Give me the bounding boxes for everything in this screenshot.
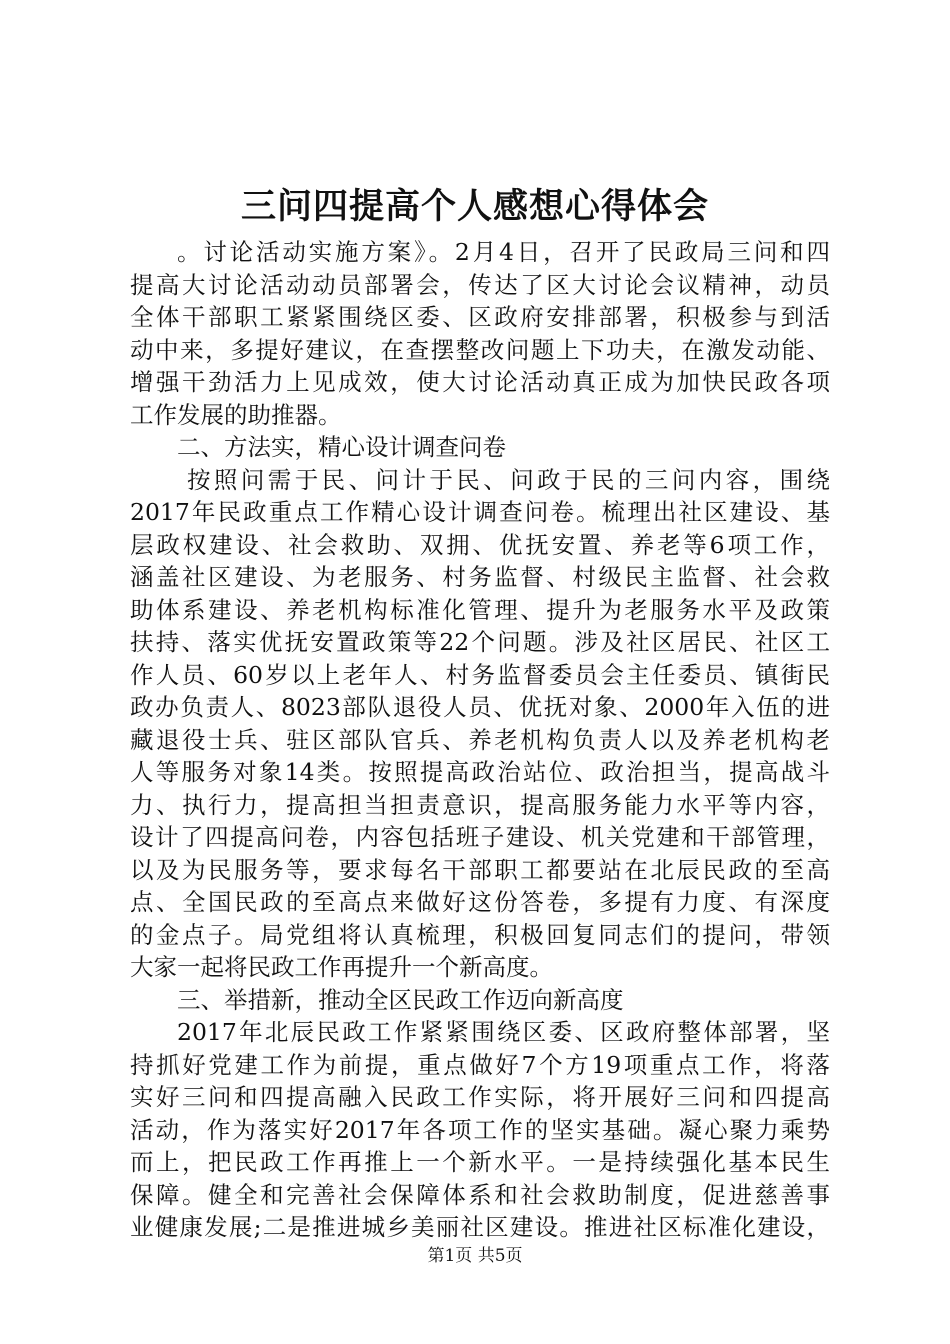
- body-line: 大家一起将民政工作再提升一个新高度。: [130, 953, 553, 981]
- body-line: 持抓好党建工作为前提，重点做好7个方19项重点工作，将落: [130, 1050, 830, 1079]
- body-line: 政办负责人、8023部队退役人员、优抚对象、2000年入伍的进: [130, 693, 830, 721]
- body-line: 以及为民服务等，要求每名干部职工都要站在北辰民政的至高: [130, 855, 830, 884]
- body-line: 扶持、落实优抚安置政策等22个问题。涉及社区居民、社区工: [130, 628, 830, 656]
- body-line: 助体系建设、养老机构标准化管理、提升为老服务水平及政策: [130, 595, 830, 624]
- body-line: 业健康发展;二是推进城乡美丽社区建设。推进社区标准化建设，: [130, 1213, 830, 1241]
- body-line: 实好三问和四提高融入民政工作实际，将开展好三问和四提高: [130, 1083, 830, 1111]
- body-line: 涵盖社区建设、为老服务、村务监督、村级民主监督、社会救: [130, 563, 830, 591]
- body-line: 设计了四提高问卷，内容包括班子建设、机关党建和干部管理，: [130, 823, 830, 851]
- body-line: 力、执行力，提高担当担责意识，提高服务能力水平等内容，: [130, 790, 830, 819]
- body-line: 2017年北辰民政工作紧紧围绕区委、区政府整体部署，坚: [177, 1018, 830, 1046]
- body-line: 人等服务对象14类。按照提高政治站位、政治担当，提高战斗: [130, 758, 830, 786]
- body-line: 的金点子。局党组将认真梳理，积极回复同志们的提问，带领: [130, 920, 830, 949]
- section-heading: 三、举措新，推动全区民政工作迈向新高度: [177, 985, 624, 1014]
- section-heading: 二、方法实，精心设计调查问卷: [177, 433, 506, 461]
- body-line: 保障。健全和完善社会保障体系和社会救助制度，促进慈善事: [130, 1180, 830, 1209]
- body-line: 活动，作为落实好2017年各项工作的坚实基础。凝心聚力乘势: [130, 1115, 830, 1144]
- document-title: 三问四提高个人感想心得体会: [240, 186, 709, 227]
- body-line: 增强干劲活力上见成效，使大讨论活动真正成为加快民政各项: [130, 368, 830, 396]
- body-line: 层政权建设、社会救助、双拥、优抚安置、养老等6项工作，: [130, 530, 830, 559]
- document-body: [130, 236, 830, 1244]
- body-line: 工作发展的助推器。: [130, 400, 342, 429]
- body-line: 2017年民政重点工作精心设计调查问卷。梳理出社区建设、基: [130, 498, 830, 526]
- body-line: 作人员、60岁以上老年人、村务监督委员会主任委员、镇街民: [130, 660, 830, 689]
- page-footer: 第1页 共5页: [427, 1246, 523, 1266]
- body-line: 而上，把民政工作再推上一个新水平。一是持续强化基本民生: [130, 1148, 830, 1176]
- body-line: 全体干部职工紧紧围绕区委、区政府安排部署，积极参与到活: [130, 303, 830, 331]
- body-line: 提高大讨论活动动员部署会，传达了区大讨论会议精神，动员: [130, 270, 830, 299]
- body-line: 。讨论活动实施方案》。2月4日，召开了民政局三问和四: [177, 238, 830, 266]
- body-line: 动中来，多提好建议，在查摆整改问题上下功夫，在激发动能、: [130, 335, 830, 364]
- body-line: 点、全国民政的至高点来做好这份答卷，多提有力度、有深度: [130, 888, 830, 916]
- body-line: 按照问需于民、问计于民、问政于民的三问内容，围绕: [187, 465, 830, 494]
- body-line: 藏退役士兵、驻区部队官兵、养老机构负责人以及养老机构老: [130, 725, 830, 754]
